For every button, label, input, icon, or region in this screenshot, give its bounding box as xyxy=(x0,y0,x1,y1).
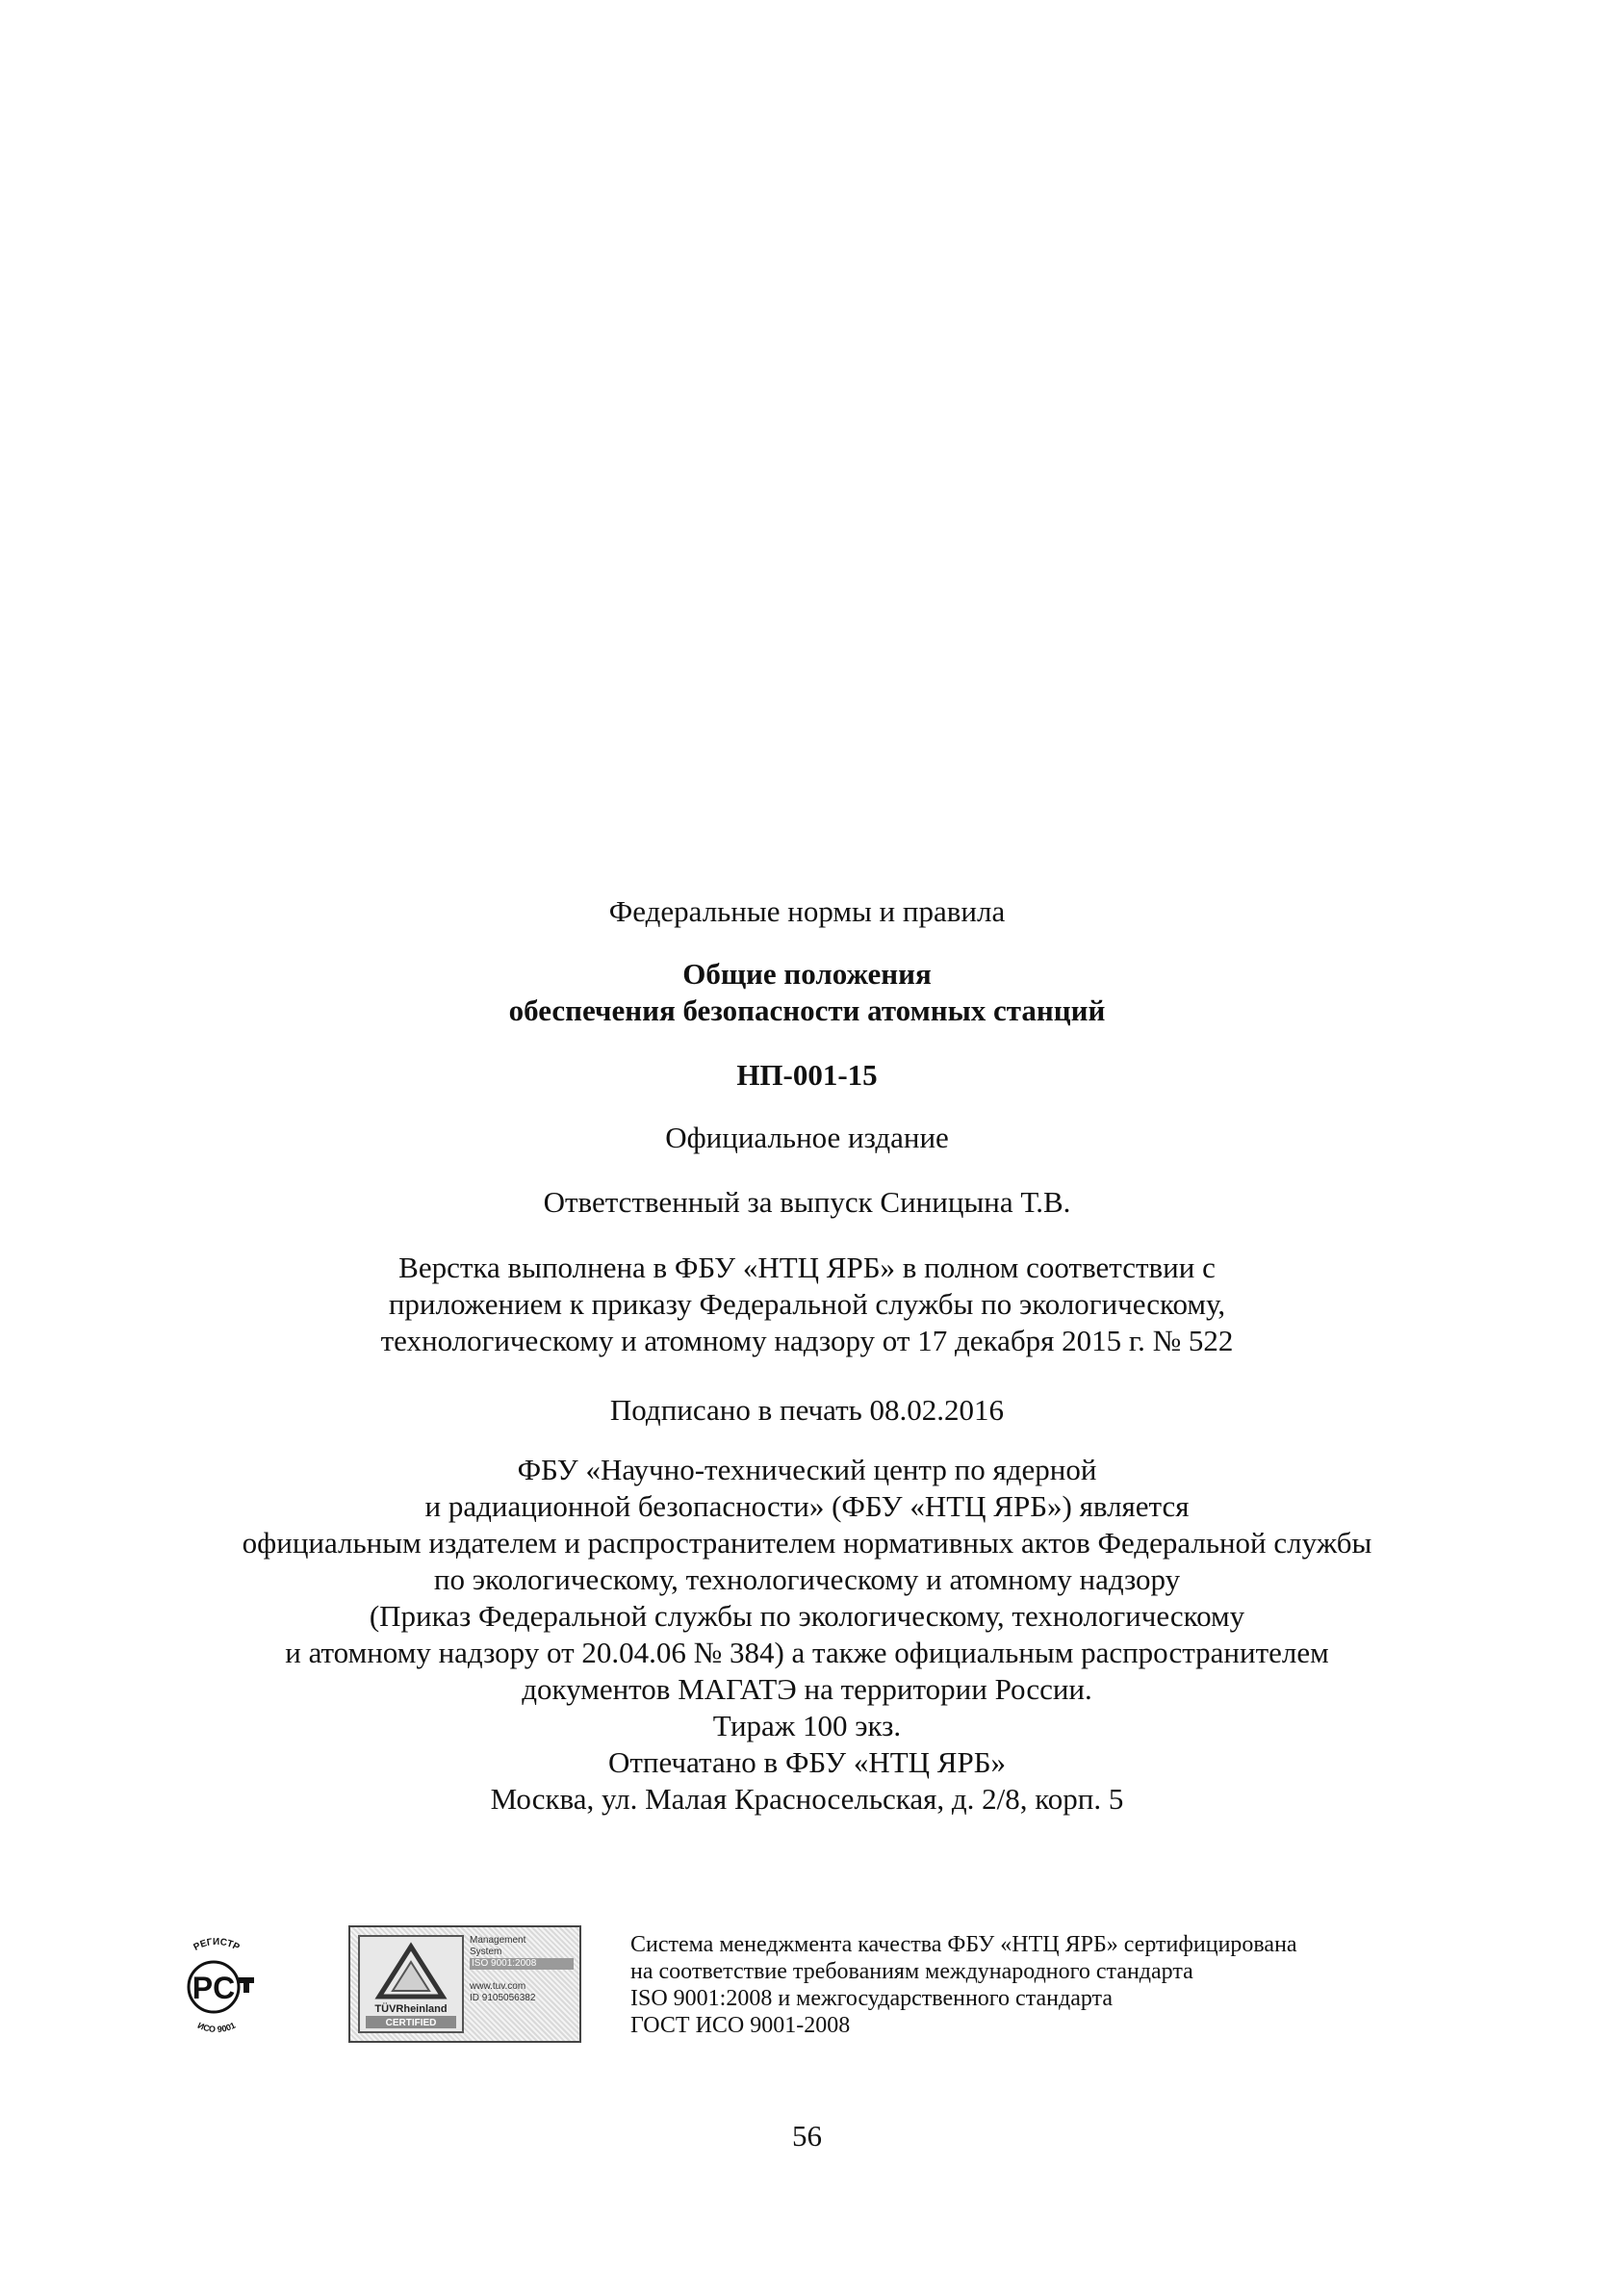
title-line-1: Общие положения xyxy=(682,957,932,991)
certification-line: ГОСТ ИСО 9001-2008 xyxy=(630,2013,851,2038)
tuv-triangle-icon xyxy=(360,1937,462,2031)
svg-text:РЕГИСТР xyxy=(192,1937,241,1953)
publisher-line: и радиационной безопасности» (ФБУ «НТЦ ЯРБ») является xyxy=(424,1489,1190,1523)
publisher-line: Тираж 100 экз. xyxy=(712,1709,902,1742)
certification-line: на соответствие требованиям международного стандарта xyxy=(630,1959,1193,1984)
publisher-line: Москва, ул. Малая Красносельская, д. 2/8, корп. 5 xyxy=(490,1782,1124,1816)
svg-text:ИСО 9001 xyxy=(196,2021,237,2034)
certification-line: ISO 9001:2008 и межгосударственного стандарта xyxy=(630,1986,1113,2011)
document-series xyxy=(0,893,1614,930)
layout-note-line: Верстка выполнена в ФБУ «НТЦ ЯРБ» в полном соответствии с xyxy=(398,1251,1216,1284)
tuv-certification-logo xyxy=(348,1925,581,2043)
certification-line: Система менеджмента качества ФБУ «НТЦ ЯРБ» сертифицирована xyxy=(630,1932,1297,1957)
tuv-details xyxy=(470,1935,574,2033)
layout-note-line: технологическому и атомному надзору от 17 декабря 2015 г. № 522 xyxy=(380,1324,1234,1357)
layout-note xyxy=(0,1250,1614,1359)
publisher-line: и атомному надзору от 20.04.06 № 384) а также официальным распространителем xyxy=(285,1636,1329,1669)
document-code xyxy=(0,1057,1614,1094)
signed-label: Подписано в печать 08.02.2016 xyxy=(609,1393,1005,1427)
title-line-2: обеспечения безопасности атомных станций xyxy=(508,993,1106,1027)
certification-statement xyxy=(630,1931,1497,2039)
svg-text:PC: PC xyxy=(192,1971,236,2005)
publisher-line: документов МАГАТЭ на территории России. xyxy=(522,1672,1092,1706)
tuv-detail-line xyxy=(470,1970,574,1981)
publisher-line: ФБУ «Научно-технический центр по ядерной xyxy=(517,1453,1097,1486)
tuv-emblem xyxy=(358,1935,464,2033)
tuv-detail-line: www.tuv.com xyxy=(470,1981,526,1992)
signed-note xyxy=(0,1392,1614,1429)
document-title xyxy=(0,956,1614,1029)
page-number: 56 xyxy=(792,2119,822,2153)
tuv-stamp-label: CERTIFIED xyxy=(385,2018,437,2028)
publisher-line: (Приказ Федеральной службы по экологическому, технологическому xyxy=(369,1599,1245,1633)
tuv-detail-line: System xyxy=(470,1947,502,1957)
responsible-note xyxy=(0,1184,1614,1221)
publisher-info xyxy=(0,1452,1614,1818)
tuv-detail-line: ID 9105056382 xyxy=(470,1993,536,2003)
series-label: Федеральные нормы и правила xyxy=(608,894,1006,928)
rst-certification-logo xyxy=(164,1931,269,2037)
rst-logo-bottom-text: ИСО 9001 xyxy=(195,2020,238,2035)
rst-logo-top-text: РЕГИСТР xyxy=(192,1936,242,1953)
responsible-label: Ответственный за выпуск Синицына Т.В. xyxy=(543,1185,1071,1219)
certification-section xyxy=(0,1925,1614,2060)
edition-note xyxy=(0,1120,1614,1156)
tuv-detail-line: ISO 9001:2008 xyxy=(470,1958,574,1970)
publisher-line: Отпечатано в ФБУ «НТЦ ЯРБ» xyxy=(607,1745,1007,1779)
code-label: НП-001-15 xyxy=(736,1058,878,1092)
publisher-line: официальным издателем и распространителем нормативных актов Федеральной службы xyxy=(242,1526,1372,1560)
tuv-detail-line: Management xyxy=(470,1935,526,1946)
layout-note-line: приложением к приказу Федеральной службы по экологическому, xyxy=(388,1287,1226,1321)
edition-label: Официальное издание xyxy=(665,1121,949,1154)
publisher-line: по экологическому, технологическому и атомному надзору xyxy=(433,1562,1181,1596)
tuv-brand-label: TÜVRheinland xyxy=(374,2003,448,2015)
